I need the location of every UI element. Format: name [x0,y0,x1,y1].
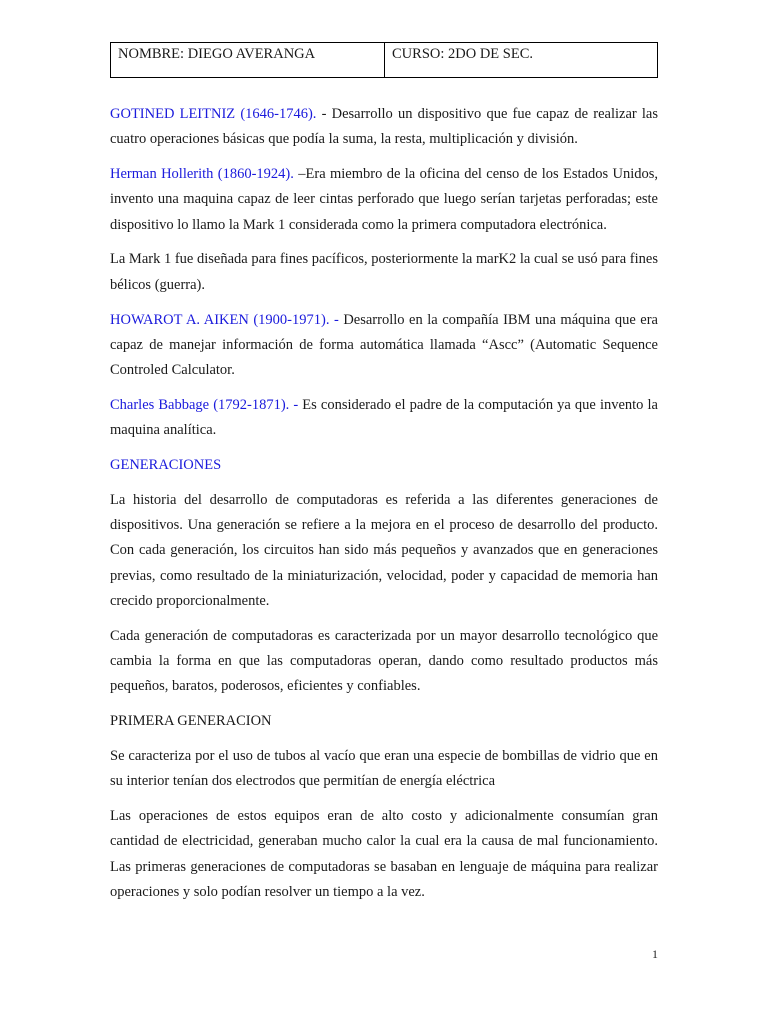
paragraph-caracterizada [110,624,658,700]
heading-generaciones [110,453,658,478]
paragraph-text: Cada generación de computadoras es caracterizada por un mayor desarrollo tecnológico que cambia la forma en que las computadoras operan, dando como resultado productos más pequeños, baratos, poderosos, eficientes y confiables. [110,627,658,695]
paragraph-highlight: Charles Babbage (1792-1871). - [110,396,299,413]
student-name: NOMBRE: DIEGO AVERANGA [111,43,385,77]
paragraph-text: Se caracteriza por el uso de tubos al vacío que eran una especie de bombillas de vidrio que en su interior tenían dos electrodos que permitían de energía eléctrica [110,748,658,790]
paragraph-highlight: GOTINED LEITNIZ (1646-1746). [110,106,317,122]
paragraph-hollerith [110,162,658,238]
paragraph-text: Las operaciones de estos equipos eran de alto costo y adicionalmente consumían gran cantidad de electricidad, generaban mucho calor la cual era la causa de mal funcionamiento. Las primeras generaciones de computadoras se basaban en lenguaje de máquina para realizar operaciones y solo podían resolver un tiempo a la vez. [110,808,658,901]
header-table [110,42,658,78]
page-number: 1 [652,947,658,961]
paragraph-text: –Era miembro de la oficina del censo de los Estados Unidos, invento una maquina capaz de leer cintas perforado que luego serían tarjetas perforadas; este dispositivo lo llamo la Mark 1 considerada como la primera computadora electrónica. [110,166,658,233]
heading-primera-generacion [110,709,658,734]
paragraph-aiken [110,308,658,384]
section-heading: GENERACIONES [110,457,222,474]
paragraph-tubos [110,744,658,795]
paragraph-operaciones [110,804,658,905]
paragraph-highlight: HOWAROT A. AIKEN (1900-1971). - [110,311,339,328]
paragraph-text: La Mark 1 fue diseñada para fines pacíficos, posteriormente la marK2 la cual se usó para fines bélicos (guerra). [110,251,658,293]
paragraph-text: Es considerado el padre de la computación ya que invento la maquina analítica. [110,396,658,439]
paragraph-text: La historia del desarrollo de computadoras es referida a las diferentes generaciones de dispositivos. Una generación se refiere a la mejora en el proceso de desarrollo del producto. Con cada generación, los circuitos han sido más pequeños y avanzados que en generaciones previas, como resultado de la miniaturización, velocidad, poder y capacidad de memoria han crecido proporcionalmente. [110,491,658,610]
section-heading: PRIMERA GENERACION [110,713,272,730]
course-label: CURSO: 2DO DE SEC. [392,46,533,62]
paragraph-historia [110,488,658,614]
paragraph-mark1 [110,247,658,298]
paragraph-text: - Desarrollo un dispositivo que fue capaz de realizar las cuatro operaciones básicas que podía la suma, la resta, multiplicación y división. [110,106,658,148]
paragraph-babbage [110,393,658,444]
paragraph-text: Desarrollo en la compañía IBM una máquina que era capaz de manejar información de forma automática llamada “Ascc” (Automatic Sequence Controled Calculator. [110,311,658,379]
paragraph-leibniz [110,102,658,153]
paragraph-highlight: Herman Hollerith (1860-1924). [110,166,294,183]
document-body [110,102,658,915]
